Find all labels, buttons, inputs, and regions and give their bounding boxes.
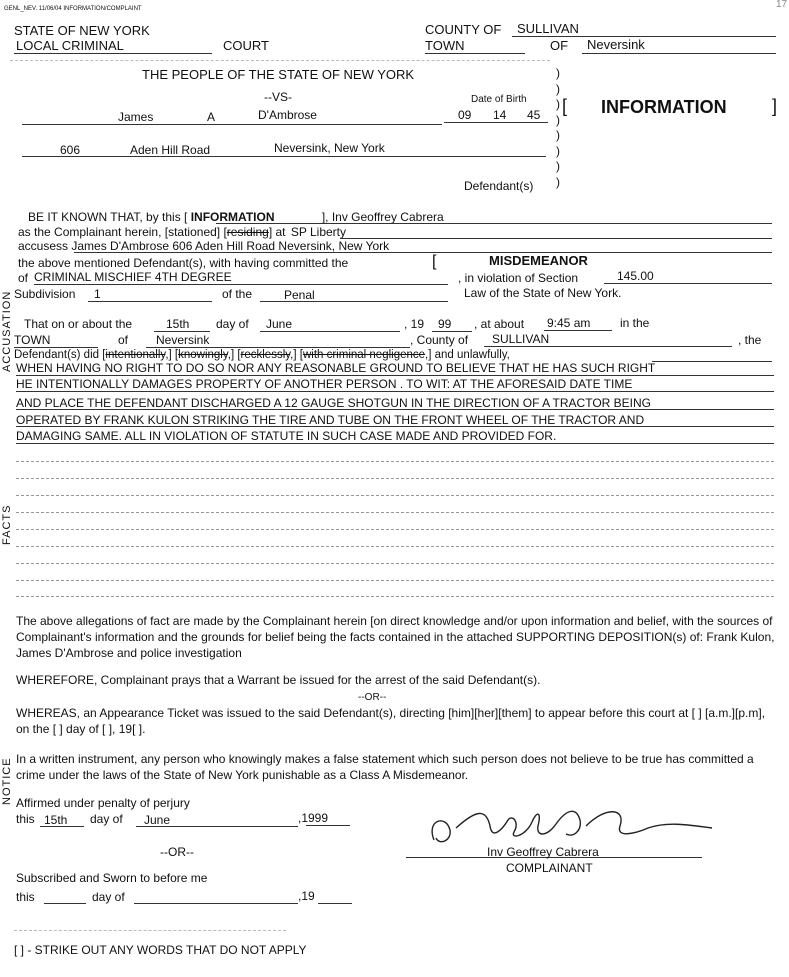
complainant-role: COMPLAINANT [506,861,593,875]
incident-county: SULLIVAN [492,332,550,346]
wherefore-paragraph: WHEREFORE, Complainant prays that a Warrant be issued for the arrest of the said Defendant(s). [16,673,541,687]
dob-day: 14 [493,108,507,122]
doc-type-bracket-open: [ [562,96,568,116]
town-label: TOWN [425,38,465,53]
strike-instructions: [ ] - STRIKE OUT ANY WORDS THAT DO NOT APPLY [14,943,307,957]
doc-type-title: INFORMATION [601,97,727,117]
notice-side-label: NOTICE [1,757,13,805]
station-value: SP Liberty [290,225,347,239]
struck-knowingly: knowingly [178,349,228,361]
dob-month: 09 [458,108,472,122]
subdivision-label: Subdivision [14,287,76,301]
facts-side-label: FACTS [1,504,13,545]
form-code: GENL_NEV. 11/06/04 INFORMATION/COMPLAINT [4,6,142,12]
in-the-label: in the [620,316,650,330]
narrative-line-1: WHEN HAVING NO RIGHT TO DO SO NOR ANY REASONABLE GROUND TO BELIEVE THAT HE HAS SUCH RIGHT [16,361,656,375]
law-value: Penal [284,288,315,302]
dob-year: 45 [527,108,541,122]
affirmed-month: June [144,813,171,827]
time-prefix: , at about [474,317,525,331]
caption-brace: ) ) ) ) ) ) ) ) [556,66,560,189]
stationed-label: as the Complainant herein, [stationed] [ [18,225,227,239]
of-the-label: of the [222,287,253,301]
incident-year: 99 [438,317,452,331]
day-of-label: day of [216,317,249,331]
court-label: COURT [223,38,269,53]
accusation-line-3 [18,239,389,253]
of-label-3: of [118,333,129,347]
page-mark: 17 [776,0,788,10]
sworn-label: Subscribed and Sworn to before me [16,871,208,885]
address-city: Neversink, New York [274,141,385,155]
at-label: ] at [268,225,286,239]
committed-label: the above mentioned Defendant(s), with having committed the [18,256,349,270]
accusation-line-2 [18,225,346,239]
county-label: COUNTY OF [425,22,502,37]
accuses-label: accusess [18,239,69,253]
defendant-label: Defendant(s) [464,179,534,193]
dob-label: Date of Birth [471,94,527,105]
defendant-first-name: James [118,110,154,124]
struck-residing: residing [226,225,269,239]
people-caption: THE PEOPLE OF THE STATE OF NEW YORK [142,67,415,82]
struck-intentionally: intentionally [105,349,166,361]
sworn-day-of: day of [92,890,125,904]
accusation-side-label: ACCUSATION [1,290,13,372]
this-label-2: this [16,890,35,904]
affirmed-day-of: day of [90,812,123,826]
of-label: OF [550,38,569,53]
subdivision-value: 1 [94,287,101,301]
affirmed-label: Affirmed under penalty of perjury [16,796,190,810]
address-number: 606 [60,143,81,157]
accusation-intro: BE IT KNOWN THAT, by this [ [28,210,188,224]
this-label: this [16,812,35,826]
county-of-label: , County of [410,333,469,347]
narrative-line-3: AND PLACE THE DEFENDANT DISCHARGED A 12 GAUGE SHOTGUN IN THE DIRECTION OF A TRACTOR BEING [16,396,652,410]
incident-day: 15th [166,317,190,331]
affirmed-day: 15th [44,813,68,827]
local-criminal-label: LOCAL CRIMINAL [16,38,124,53]
struck-negligence: with criminal negligence [302,349,426,361]
versus-label: --VS- [264,90,292,104]
of-label-2: of [18,271,29,285]
class-bracket: [ [432,253,437,270]
narrative-line-5: DAMAGING SAME. ALL IN VIOLATION OF STATUTE IN SUCH CASE MADE AND PROVIDED FOR. [16,429,557,443]
town-value: Neversink [587,37,645,52]
or-divider-2: --OR-- [160,845,194,859]
did-suffix: and unlawfully, [434,349,510,361]
doc-type-bracket-close: ] [772,96,778,116]
struck-recklessly: recklessly [240,349,291,361]
accusation-type: INFORMATION [190,210,275,224]
accused-value: James D'Ambrose 606 Aden Hill Road Neversink, New York [71,239,390,253]
county-value: SULLIVAN [517,21,579,36]
year-prefix: , 19 [404,317,425,331]
accusation-line-1 [28,210,444,224]
did-prefix: Defendant(s) did [ [14,349,106,361]
law-label: Law of the State of New York. [464,286,622,300]
narrative-line-4: OPERATED BY FRANK KULON STRIKING THE TIRE AND TUBE ON THE FRONT WHEEL OF THE TRACTOR AND [16,413,645,427]
incident-time: 9:45 am [547,316,591,330]
address-street: Aden Hill Road [130,143,211,157]
sworn-year: ,19 [298,889,315,903]
violation-section-label: , in violation of Section [458,271,579,285]
allegations-paragraph: The above allegations of fact are made by the Complainant herein [on direct knowledge and/or upon information and belief, with the sources of Complainant's information and the grounds for belief being the facts contained in the attached SUPPORTING DEPOSITION(s) of: Frank Kulon, James D'Ambrose and police investigation [16,614,775,660]
incident-month: June [266,317,293,331]
date-prefix: That on or about the [24,317,133,331]
place-type: TOWN [14,333,51,347]
incident-place: Neversink [156,333,210,347]
complainant-name: ], Inv Geoffrey Cabrera [321,210,444,224]
did-line: Defendant(s) did [intentionally,] [knowingly,] [recklessly,] [with criminal negligence,] and unlawfully, [14,349,510,361]
notice-paragraph: In a written instrument, any person who knowingly makes a false statement which such person does not believe to be true has committed a crime under the laws of the State of New York punishable as a Class A Misdemeanor. [16,752,754,782]
offense-class: MISDEMEANOR [489,253,588,268]
offense-name: CRIMINAL MISCHIEF 4TH DEGREE [34,270,232,284]
defendant-last-name: D'Ambrose [258,108,317,122]
affirmed-year: ,1999 [298,811,329,825]
defendant-middle-initial: A [207,110,216,124]
state-label: STATE OF NEW YORK [14,23,150,38]
or-divider: --OR-- [358,692,387,703]
whereas-paragraph: WHEREAS, an Appearance Ticket was issued to the said Defendant(s), directing [him][her][them] to appear before this court at [ ] [a.m.][p.m], on the [ ] day of [ ], 19[ ]. [16,706,766,736]
the-label: , the [738,333,762,347]
section-number: 145.00 [617,269,654,283]
narrative-line-2: HE INTENTIONALLY DAMAGES PROPERTY OF ANOTHER PERSON . TO WIT: AT THE AFORESAID DATE TIME [16,377,633,391]
complainant-name-signature: Inv Geoffrey Cabrera [487,845,599,859]
